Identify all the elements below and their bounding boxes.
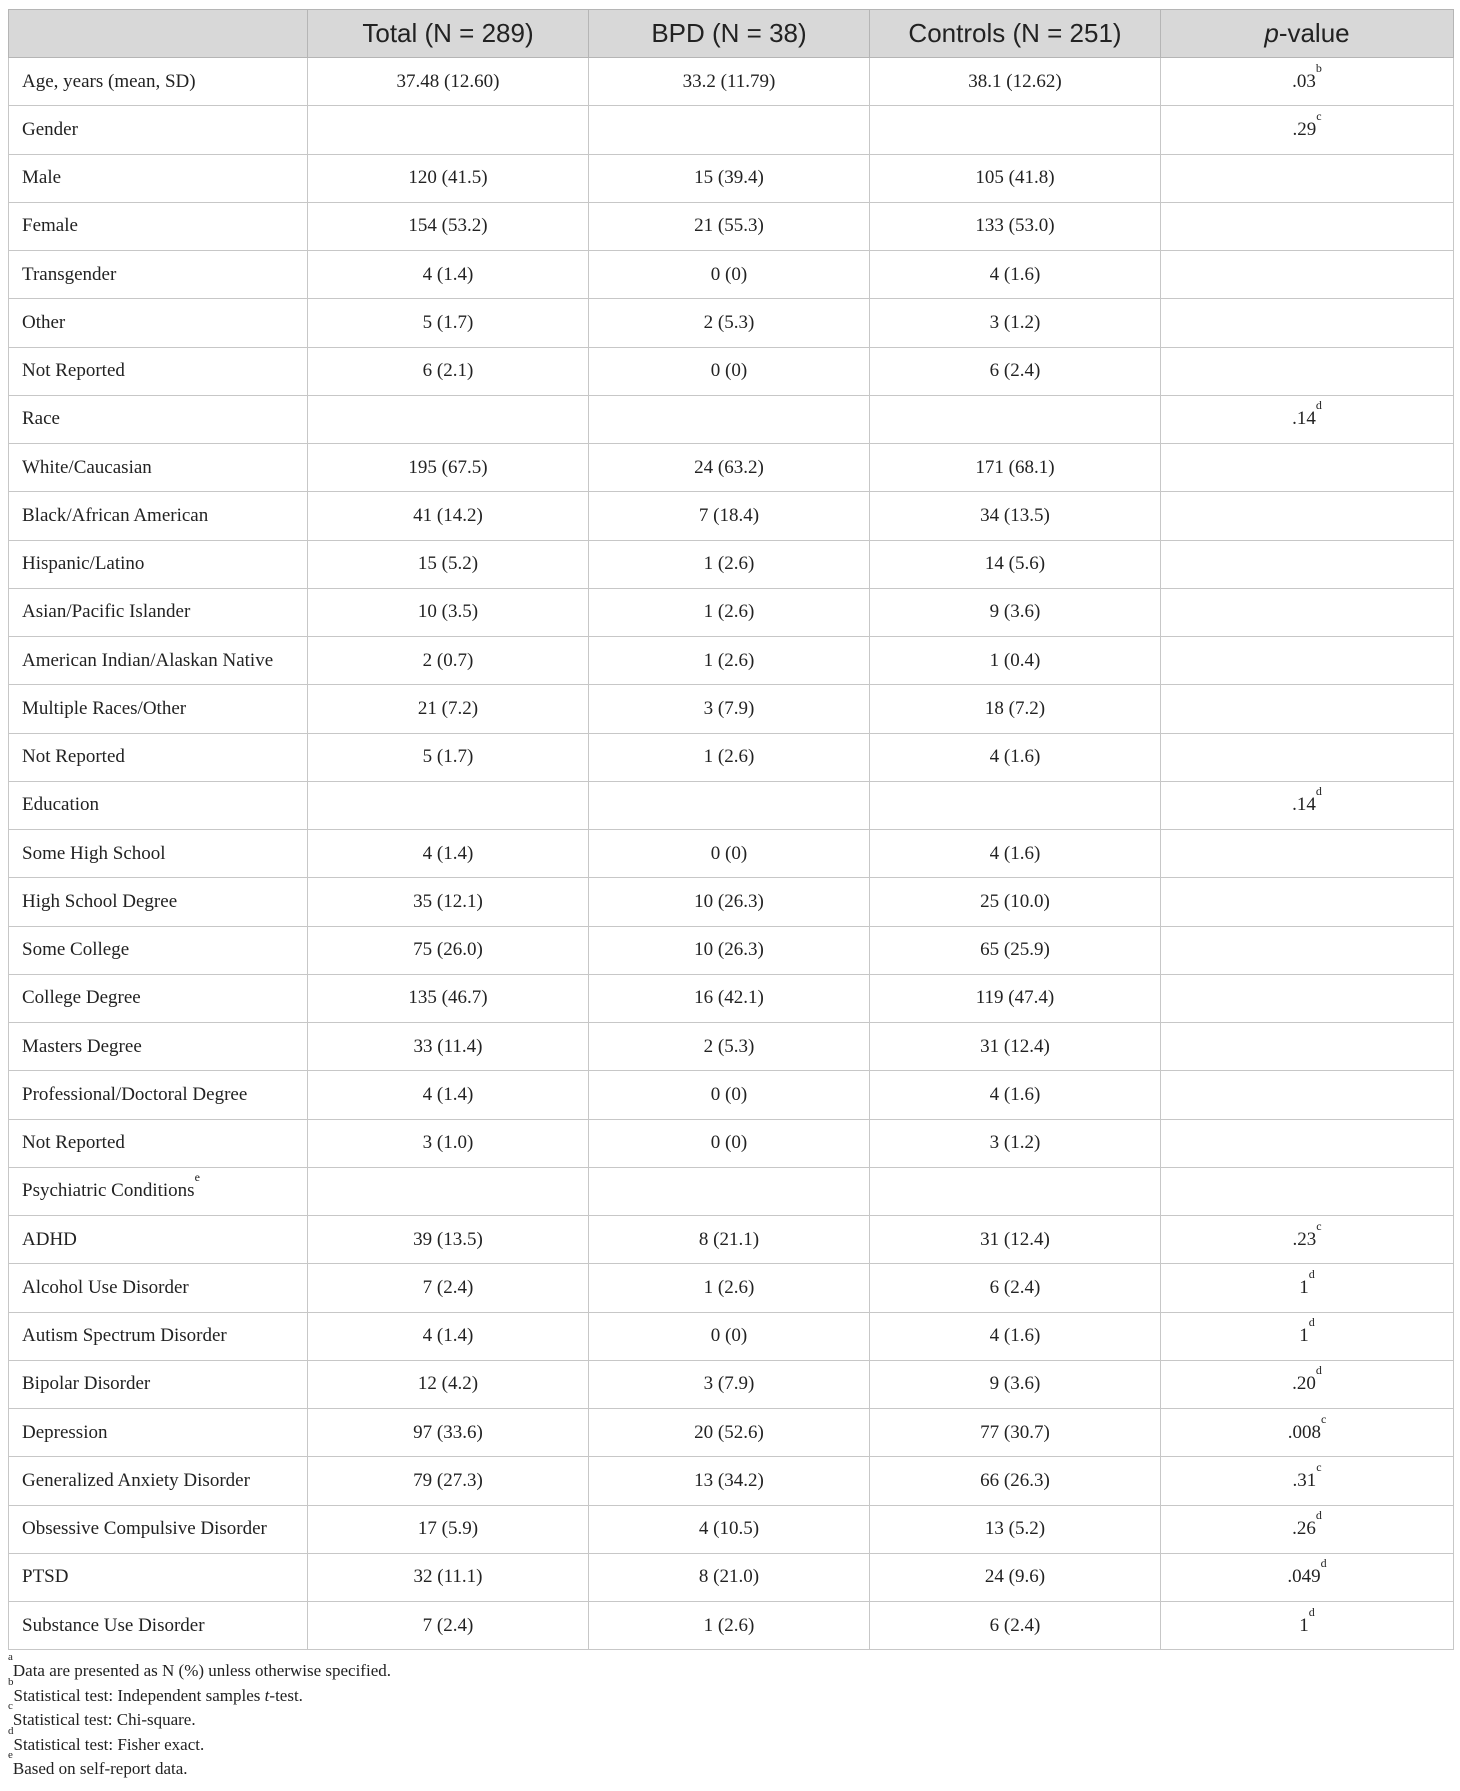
cell-controls (870, 106, 1161, 154)
footnote-mark: c (8, 1700, 13, 1713)
cell-controls: 4 (1.6) (870, 1071, 1161, 1119)
cell-controls: 18 (7.2) (870, 685, 1161, 733)
table-row (9, 58, 1454, 106)
cell-total (308, 1167, 589, 1215)
table-row (9, 637, 1454, 685)
row-label (9, 1264, 308, 1312)
cell-bpd: 1 (2.6) (589, 1602, 870, 1650)
row-label-text: Hispanic/Latino (22, 553, 145, 575)
cell-bpd (589, 106, 870, 154)
row-label-footnote-mark: e (194, 1170, 200, 1185)
cell-controls (870, 1167, 1161, 1215)
cell-bpd: 0 (0) (589, 1119, 870, 1167)
pvalue-text: .26 (1292, 1518, 1316, 1540)
cell-controls (870, 395, 1161, 443)
cell-bpd: 4 (10.5) (589, 1505, 870, 1553)
cell-pvalue (1161, 1264, 1454, 1312)
cell-total (308, 395, 589, 443)
cell-bpd: 10 (26.3) (589, 878, 870, 926)
table-row (9, 830, 1454, 878)
row-label (9, 1553, 308, 1601)
cell-pvalue (1161, 685, 1454, 733)
cell-controls: 133 (53.0) (870, 202, 1161, 250)
row-label-text: Not Reported (22, 746, 125, 768)
footnote-text: Data are presented as N (%) unless otherwise specified. (12, 1661, 391, 1681)
cell-pvalue (1161, 926, 1454, 974)
cell-controls (870, 781, 1161, 829)
footnote-text: Based on self-report data. (12, 1759, 188, 1779)
pvalue-footnote-mark: d (1308, 1266, 1315, 1281)
row-label (9, 1167, 308, 1215)
cell-pvalue (1161, 1023, 1454, 1071)
footnote (8, 1700, 1453, 1733)
pvalue-footnote-mark: d (1315, 398, 1322, 413)
cell-controls: 13 (5.2) (870, 1505, 1161, 1553)
table-row (9, 251, 1454, 299)
cell-bpd: 21 (55.3) (589, 202, 870, 250)
cell-total: 7 (2.4) (308, 1602, 589, 1650)
row-label (9, 106, 308, 154)
cell-bpd: 1 (2.6) (589, 733, 870, 781)
header-pvalue-rest: -value (1278, 18, 1350, 48)
row-label-text: College Degree (22, 987, 141, 1009)
row-label (9, 202, 308, 250)
cell-pvalue (1161, 395, 1454, 443)
cell-bpd: 3 (7.9) (589, 685, 870, 733)
row-label (9, 1023, 308, 1071)
cell-bpd (589, 1167, 870, 1215)
pvalue-footnote-mark: d (1315, 1508, 1322, 1523)
cell-bpd: 7 (18.4) (589, 492, 870, 540)
row-label-text: Some College (22, 939, 130, 961)
row-label-text: Not Reported (22, 1132, 125, 1154)
row-label-text: Female (22, 215, 78, 237)
table-row (9, 492, 1454, 540)
table-row (9, 154, 1454, 202)
cell-total: 33 (11.4) (308, 1023, 589, 1071)
row-label (9, 1119, 308, 1167)
table-row (9, 685, 1454, 733)
cell-bpd: 0 (0) (589, 251, 870, 299)
cell-total (308, 781, 589, 829)
pvalue-footnote-mark: c (1316, 1459, 1322, 1474)
table-row (9, 1071, 1454, 1119)
pvalue-text: .14 (1292, 794, 1316, 816)
cell-total: 3 (1.0) (308, 1119, 589, 1167)
cell-pvalue (1161, 1360, 1454, 1408)
table-row (9, 1119, 1454, 1167)
row-label (9, 1602, 308, 1650)
row-label-text: Other (22, 311, 66, 333)
row-label (9, 444, 308, 492)
cell-controls: 4 (1.6) (870, 251, 1161, 299)
cell-pvalue (1161, 154, 1454, 202)
pvalue-text: .008 (1287, 1421, 1321, 1443)
pvalue-text: .049 (1287, 1566, 1321, 1588)
cell-controls: 3 (1.2) (870, 299, 1161, 347)
footnote-italic: t (264, 1685, 270, 1705)
row-label-text: Multiple Races/Other (22, 697, 187, 719)
pvalue-footnote-mark: b (1315, 60, 1322, 75)
table-body (9, 58, 1454, 1650)
cell-controls: 105 (41.8) (870, 154, 1161, 202)
row-label-text: Alcohol Use Disorder (22, 1276, 189, 1298)
cell-total: 5 (1.7) (308, 299, 589, 347)
row-label (9, 926, 308, 974)
row-label (9, 1457, 308, 1505)
cell-bpd (589, 395, 870, 443)
cell-bpd: 20 (52.6) (589, 1409, 870, 1457)
cell-controls: 4 (1.6) (870, 830, 1161, 878)
row-label (9, 540, 308, 588)
cell-total: 12 (4.2) (308, 1360, 589, 1408)
cell-pvalue (1161, 637, 1454, 685)
row-label-text: Psychiatric Conditions (22, 1180, 195, 1202)
row-label (9, 251, 308, 299)
cell-total: 79 (27.3) (308, 1457, 589, 1505)
cell-pvalue (1161, 733, 1454, 781)
cell-pvalue (1161, 1071, 1454, 1119)
cell-total: 120 (41.5) (308, 154, 589, 202)
table-row (9, 202, 1454, 250)
row-label (9, 395, 308, 443)
cell-bpd: 1 (2.6) (589, 540, 870, 588)
cell-bpd: 10 (26.3) (589, 926, 870, 974)
cell-controls: 6 (2.4) (870, 1602, 1161, 1650)
cell-controls: 1 (0.4) (870, 637, 1161, 685)
row-label-text: Substance Use Disorder (22, 1614, 205, 1636)
cell-bpd: 8 (21.1) (589, 1216, 870, 1264)
cell-pvalue (1161, 878, 1454, 926)
row-label (9, 1071, 308, 1119)
cell-total (308, 106, 589, 154)
pvalue-text: .14 (1292, 408, 1316, 430)
cell-bpd: 2 (5.3) (589, 1023, 870, 1071)
table-row (9, 106, 1454, 154)
table-row (9, 395, 1454, 443)
row-label (9, 733, 308, 781)
table-row (9, 1602, 1454, 1650)
row-label-text: Obsessive Compulsive Disorder (22, 1518, 267, 1540)
row-label (9, 1409, 308, 1457)
row-label-text: Age, years (mean, SD) (22, 70, 196, 92)
row-label-text: Autism Spectrum Disorder (22, 1325, 227, 1347)
cell-total: 75 (26.0) (308, 926, 589, 974)
table-row (9, 974, 1454, 1022)
cell-controls: 6 (2.4) (870, 347, 1161, 395)
cell-controls: 14 (5.6) (870, 540, 1161, 588)
cell-total: 6 (2.1) (308, 347, 589, 395)
cell-total: 17 (5.9) (308, 1505, 589, 1553)
pvalue-text: 1 (1299, 1325, 1309, 1347)
cell-pvalue (1161, 1409, 1454, 1457)
table-row (9, 588, 1454, 636)
cell-controls: 31 (12.4) (870, 1216, 1161, 1264)
cell-total: 37.48 (12.60) (308, 58, 589, 106)
row-label-text: Male (22, 167, 62, 189)
table-container (8, 9, 1453, 1782)
cell-bpd: 0 (0) (589, 1071, 870, 1119)
row-label (9, 492, 308, 540)
cell-bpd: 16 (42.1) (589, 974, 870, 1022)
cell-controls: 6 (2.4) (870, 1264, 1161, 1312)
pvalue-footnote-mark: d (1308, 1604, 1315, 1619)
cell-pvalue (1161, 974, 1454, 1022)
row-label (9, 154, 308, 202)
table-row (9, 444, 1454, 492)
table-row (9, 1167, 1454, 1215)
cell-pvalue (1161, 299, 1454, 347)
row-label (9, 1505, 308, 1553)
cell-total: 5 (1.7) (308, 733, 589, 781)
cell-controls: 171 (68.1) (870, 444, 1161, 492)
cell-pvalue (1161, 347, 1454, 395)
cell-pvalue (1161, 540, 1454, 588)
pvalue-text: .31 (1292, 1469, 1317, 1491)
cell-controls: 34 (13.5) (870, 492, 1161, 540)
cell-bpd (589, 781, 870, 829)
row-label-text: White/Caucasian (22, 456, 152, 478)
row-label-text: Some High School (22, 842, 166, 864)
row-label (9, 685, 308, 733)
cell-pvalue (1161, 251, 1454, 299)
cell-controls: 4 (1.6) (870, 733, 1161, 781)
footnote-mark: b (8, 1675, 14, 1688)
row-label (9, 299, 308, 347)
row-label-text: American Indian/Alaskan Native (22, 649, 274, 671)
row-label (9, 588, 308, 636)
row-label-text: Bipolar Disorder (22, 1373, 151, 1395)
row-label (9, 1216, 308, 1264)
cell-total: 7 (2.4) (308, 1264, 589, 1312)
cell-total: 135 (46.7) (308, 974, 589, 1022)
row-label-text: Generalized Anxiety Disorder (22, 1469, 250, 1491)
cell-bpd: 3 (7.9) (589, 1360, 870, 1408)
cell-total: 97 (33.6) (308, 1409, 589, 1457)
cell-total: 32 (11.1) (308, 1553, 589, 1601)
pvalue-footnote-mark: d (1315, 1363, 1322, 1378)
footnote-after: -test. (269, 1685, 303, 1705)
cell-pvalue (1161, 444, 1454, 492)
row-label-text: PTSD (22, 1566, 69, 1588)
cell-bpd: 8 (21.0) (589, 1553, 870, 1601)
cell-bpd: 13 (34.2) (589, 1457, 870, 1505)
cell-bpd: 2 (5.3) (589, 299, 870, 347)
cell-pvalue (1161, 830, 1454, 878)
cell-pvalue (1161, 588, 1454, 636)
cell-bpd: 1 (2.6) (589, 588, 870, 636)
cell-bpd: 0 (0) (589, 830, 870, 878)
table-row (9, 878, 1454, 926)
footnote (8, 1675, 1453, 1709)
cell-pvalue (1161, 1216, 1454, 1264)
cell-total: 195 (67.5) (308, 444, 589, 492)
cell-controls: 119 (47.4) (870, 974, 1161, 1022)
footnote-mark: e (8, 1749, 13, 1762)
footnote-mark: a (8, 1651, 13, 1664)
header-row (9, 10, 1454, 58)
pvalue-text: .29 (1292, 118, 1317, 140)
header-total: Total (N = 289) (308, 10, 589, 58)
cell-pvalue (1161, 1167, 1454, 1215)
cell-pvalue (1161, 781, 1454, 829)
row-label (9, 1312, 308, 1360)
pvalue-footnote-mark: c (1316, 1218, 1322, 1233)
table-row (9, 733, 1454, 781)
footnote-text: Statistical test: Independent samples (13, 1685, 265, 1705)
table-row (9, 299, 1454, 347)
row-label-text: Education (22, 794, 100, 816)
cell-controls: 9 (3.6) (870, 588, 1161, 636)
pvalue-text: .03 (1292, 70, 1316, 92)
header-pvalue (1161, 10, 1454, 58)
footnotes (8, 1651, 1453, 1782)
cell-total: 41 (14.2) (308, 492, 589, 540)
cell-controls: 77 (30.7) (870, 1409, 1161, 1457)
cell-bpd: 0 (0) (589, 347, 870, 395)
row-label-text: Not Reported (22, 360, 125, 382)
table-row (9, 1409, 1454, 1457)
cell-total: 4 (1.4) (308, 830, 589, 878)
row-label-text: ADHD (22, 1228, 77, 1250)
row-label-text: Race (22, 408, 60, 430)
cell-controls: 24 (9.6) (870, 1553, 1161, 1601)
footnote (8, 1724, 1453, 1758)
table-row (9, 781, 1454, 829)
header-pvalue-p: p (1264, 18, 1279, 48)
table-row (9, 926, 1454, 974)
row-label-text: Professional/Doctoral Degree (22, 1083, 248, 1105)
cell-pvalue (1161, 106, 1454, 154)
cell-total: 4 (1.4) (308, 1071, 589, 1119)
cell-pvalue (1161, 1457, 1454, 1505)
row-label-text: Gender (22, 118, 78, 140)
pvalue-text: 1 (1299, 1276, 1309, 1298)
footnote-text: Statistical test: Fisher exact. (13, 1734, 205, 1754)
row-label-text: Depression (22, 1421, 108, 1443)
row-label (9, 830, 308, 878)
row-label (9, 1360, 308, 1408)
cell-controls: 31 (12.4) (870, 1023, 1161, 1071)
pvalue-footnote-mark: c (1320, 1411, 1327, 1426)
demographics-table (8, 9, 1454, 1650)
cell-bpd: 33.2 (11.79) (589, 58, 870, 106)
cell-controls: 38.1 (12.62) (870, 58, 1161, 106)
cell-controls: 66 (26.3) (870, 1457, 1161, 1505)
row-label (9, 781, 308, 829)
cell-controls: 3 (1.2) (870, 1119, 1161, 1167)
row-label (9, 878, 308, 926)
cell-bpd: 1 (2.6) (589, 637, 870, 685)
pvalue-text: .20 (1292, 1373, 1316, 1395)
footnote-text: Statistical test: Chi-square. (12, 1710, 196, 1730)
cell-total: 10 (3.5) (308, 588, 589, 636)
row-label-text: Black/African American (22, 504, 209, 526)
cell-controls: 25 (10.0) (870, 878, 1161, 926)
cell-controls: 9 (3.6) (870, 1360, 1161, 1408)
cell-bpd: 0 (0) (589, 1312, 870, 1360)
cell-total: 154 (53.2) (308, 202, 589, 250)
cell-pvalue (1161, 1553, 1454, 1601)
cell-pvalue (1161, 1119, 1454, 1167)
footnote-mark: d (8, 1724, 14, 1737)
cell-controls: 65 (25.9) (870, 926, 1161, 974)
header-bpd: BPD (N = 38) (589, 10, 870, 58)
row-label (9, 347, 308, 395)
cell-pvalue (1161, 492, 1454, 540)
cell-pvalue (1161, 58, 1454, 106)
header-controls: Controls (N = 251) (870, 10, 1161, 58)
row-label (9, 974, 308, 1022)
cell-bpd: 24 (63.2) (589, 444, 870, 492)
header-label (9, 10, 308, 58)
table-row (9, 1023, 1454, 1071)
cell-bpd: 1 (2.6) (589, 1264, 870, 1312)
cell-pvalue (1161, 1312, 1454, 1360)
pvalue-text: 1 (1299, 1614, 1309, 1636)
pvalue-footnote-mark: d (1315, 784, 1322, 799)
pvalue-text: .23 (1292, 1228, 1317, 1250)
footnote (8, 1749, 1453, 1782)
cell-bpd: 15 (39.4) (589, 154, 870, 202)
row-label (9, 637, 308, 685)
row-label-text: High School Degree (22, 890, 178, 912)
pvalue-footnote-mark: d (1320, 1556, 1327, 1571)
cell-pvalue (1161, 202, 1454, 250)
table-row (9, 347, 1454, 395)
footnote (8, 1651, 1453, 1684)
row-label-text: Masters Degree (22, 1035, 142, 1057)
cell-total: 4 (1.4) (308, 1312, 589, 1360)
cell-total: 4 (1.4) (308, 251, 589, 299)
table-row (9, 1312, 1454, 1360)
cell-total: 15 (5.2) (308, 540, 589, 588)
row-label-text: Asian/Pacific Islander (22, 601, 191, 623)
cell-total: 2 (0.7) (308, 637, 589, 685)
table-row (9, 1360, 1454, 1408)
cell-controls: 4 (1.6) (870, 1312, 1161, 1360)
cell-total: 39 (13.5) (308, 1216, 589, 1264)
table-row (9, 540, 1454, 588)
pvalue-footnote-mark: d (1308, 1315, 1315, 1330)
cell-total: 35 (12.1) (308, 878, 589, 926)
table-row (9, 1553, 1454, 1601)
table-row (9, 1505, 1454, 1553)
cell-pvalue (1161, 1602, 1454, 1650)
pvalue-footnote-mark: c (1316, 108, 1322, 123)
row-label (9, 58, 308, 106)
table-row (9, 1216, 1454, 1264)
cell-total: 21 (7.2) (308, 685, 589, 733)
table-row (9, 1264, 1454, 1312)
table-row (9, 1457, 1454, 1505)
cell-pvalue (1161, 1505, 1454, 1553)
row-label-text: Transgender (22, 263, 117, 285)
